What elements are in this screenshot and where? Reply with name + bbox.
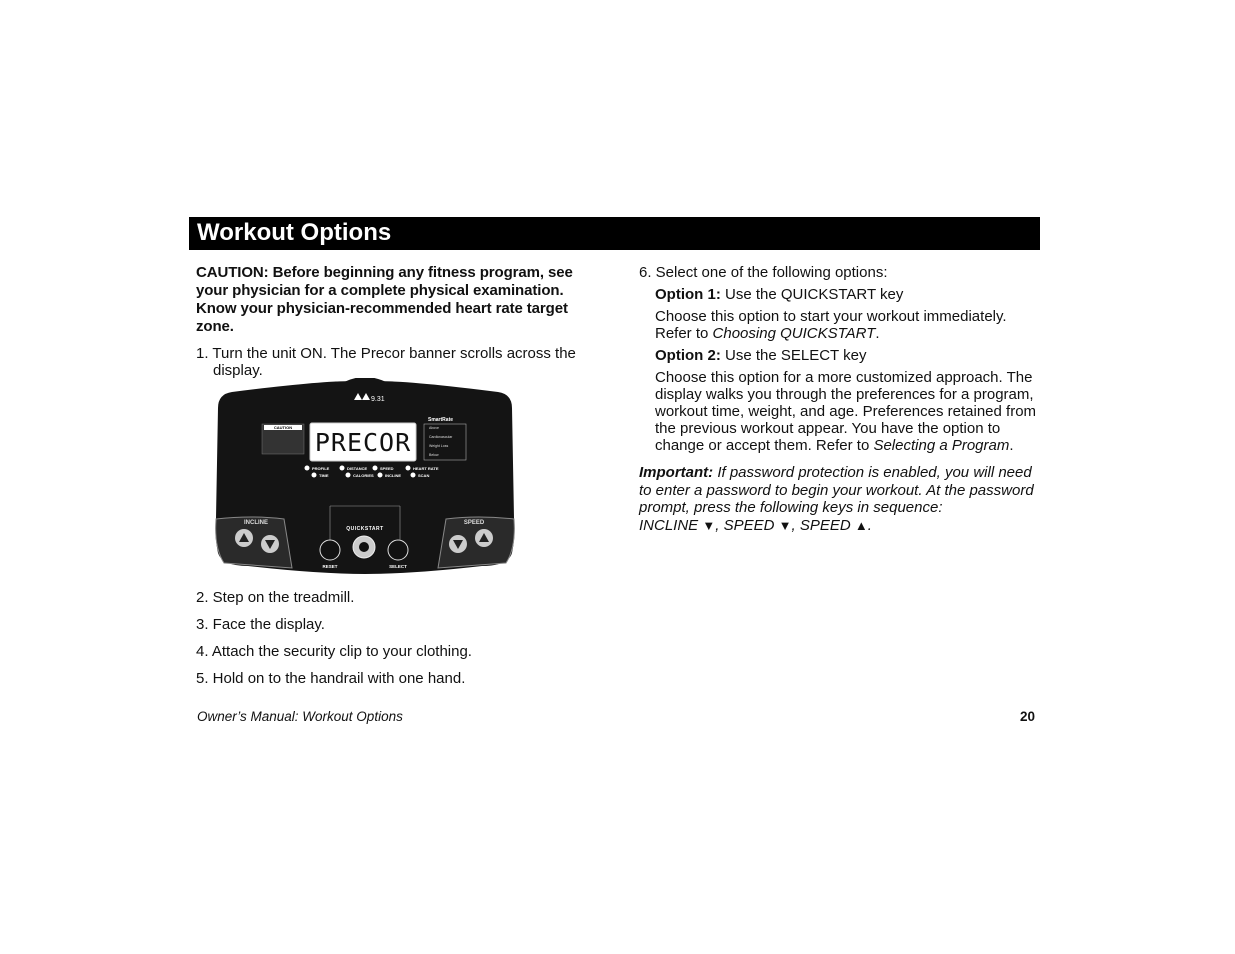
- option-1-heading: [639, 286, 1040, 303]
- step-5: 5. Hold on to the handrail with one hand.: [196, 670, 466, 687]
- smartrate-label: SmartRate: [428, 417, 454, 423]
- zone-cardio: Cardiovascular: [429, 435, 453, 439]
- console-illustration: [212, 378, 518, 576]
- left-column: [196, 264, 601, 379]
- seq-sep-2: ,: [791, 517, 800, 535]
- quickstart-label: QUICKSTART: [346, 526, 384, 532]
- option-1-end: .: [875, 325, 880, 342]
- option-1-ref: Choosing QUICKSTART: [712, 325, 876, 342]
- right-column: [639, 264, 1040, 535]
- step-3: 3. Face the display.: [196, 616, 325, 633]
- ind-profile: PROFILE: [312, 466, 330, 471]
- arrow-up-icon: ▲: [854, 518, 868, 534]
- seq-end: .: [867, 517, 872, 535]
- zone-below: Below: [429, 453, 439, 457]
- ind-time: TIME: [319, 473, 329, 478]
- option-1-text: Use the QUICKSTART key: [720, 286, 904, 303]
- step-6: 6. Select one of the following options:: [639, 264, 888, 281]
- option-2-desc: Choose this option for a more customized approach. The display walks you through the preferences for a program, workout time, weight, and age. Preferences retained from the previous workout appear. You have the option to change or accept them. Refer to: [655, 369, 1037, 454]
- step-2: 2. Step on the treadmill.: [196, 589, 355, 606]
- seq-speed-1: SPEED: [723, 517, 779, 535]
- section-title: Workout Options: [197, 219, 392, 246]
- step-1: 1. Turn the unit ON. The Precor banner scrolls across the display.: [196, 345, 576, 379]
- reset-button[interactable]: [320, 540, 340, 560]
- ind-speed: SPEED: [380, 466, 394, 471]
- option-2-heading: [639, 347, 1040, 364]
- ind-calories: CALORIES: [353, 473, 374, 478]
- option-2-description: [639, 369, 1040, 454]
- arrow-down-icon: ▼: [778, 518, 792, 534]
- seq-incline: INCLINE: [639, 517, 703, 535]
- footer-title: Owner’s Manual: Workout Options: [197, 709, 403, 724]
- important-note: [639, 464, 1040, 535]
- option-1-label: Option 1:: [655, 286, 721, 303]
- option-2-end: .: [1009, 437, 1014, 454]
- reset-label: RESET: [322, 564, 338, 569]
- ind-incline: INCLINE: [385, 473, 401, 478]
- option-2-label: Option 2:: [655, 347, 721, 364]
- option-2-text: Use the SELECT key: [720, 347, 867, 364]
- option-2-ref: Selecting a Program: [873, 437, 1010, 454]
- led-display-text: PRECOR: [314, 428, 412, 457]
- zone-weightloss: Weight Loss: [429, 444, 449, 448]
- zone-above: Above: [429, 426, 439, 430]
- option-1-description: [639, 308, 1040, 342]
- ind-heart-rate: HEART RATE: [413, 466, 439, 471]
- ind-scan: SCAN: [418, 473, 430, 478]
- arrow-down-icon: ▼: [702, 518, 716, 534]
- incline-label: INCLINE: [244, 520, 268, 526]
- seq-speed-2: SPEED: [799, 517, 855, 535]
- model-number: 9.31: [371, 396, 385, 403]
- select-label: SELECT: [389, 564, 407, 569]
- section-title-bar: [189, 217, 1040, 250]
- important-text: If password protection is enabled, you will need to enter a password to begin your workout. At the password prompt, press the following keys in sequence:: [639, 464, 1034, 517]
- seq-sep-1: ,: [715, 517, 724, 535]
- step-4: 4. Attach the security clip to your clothing.: [196, 643, 472, 660]
- caution-text: CAUTION: Before beginning any fitness program, see your physician for a complete physical examination. Know your physician-recommended heart rate target zone.: [196, 264, 573, 335]
- ind-distance: DISTANCE: [347, 466, 368, 471]
- speed-label: SPEED: [463, 520, 485, 526]
- option-1-desc: Choose this option to start your workout immediately. Refer to: [655, 308, 1007, 342]
- steps-list: [196, 589, 601, 687]
- select-button[interactable]: [388, 540, 408, 560]
- caution-sticker-label: CAUTION: [273, 425, 293, 430]
- page-number: 20: [1020, 709, 1036, 724]
- important-label: Important:: [639, 464, 714, 481]
